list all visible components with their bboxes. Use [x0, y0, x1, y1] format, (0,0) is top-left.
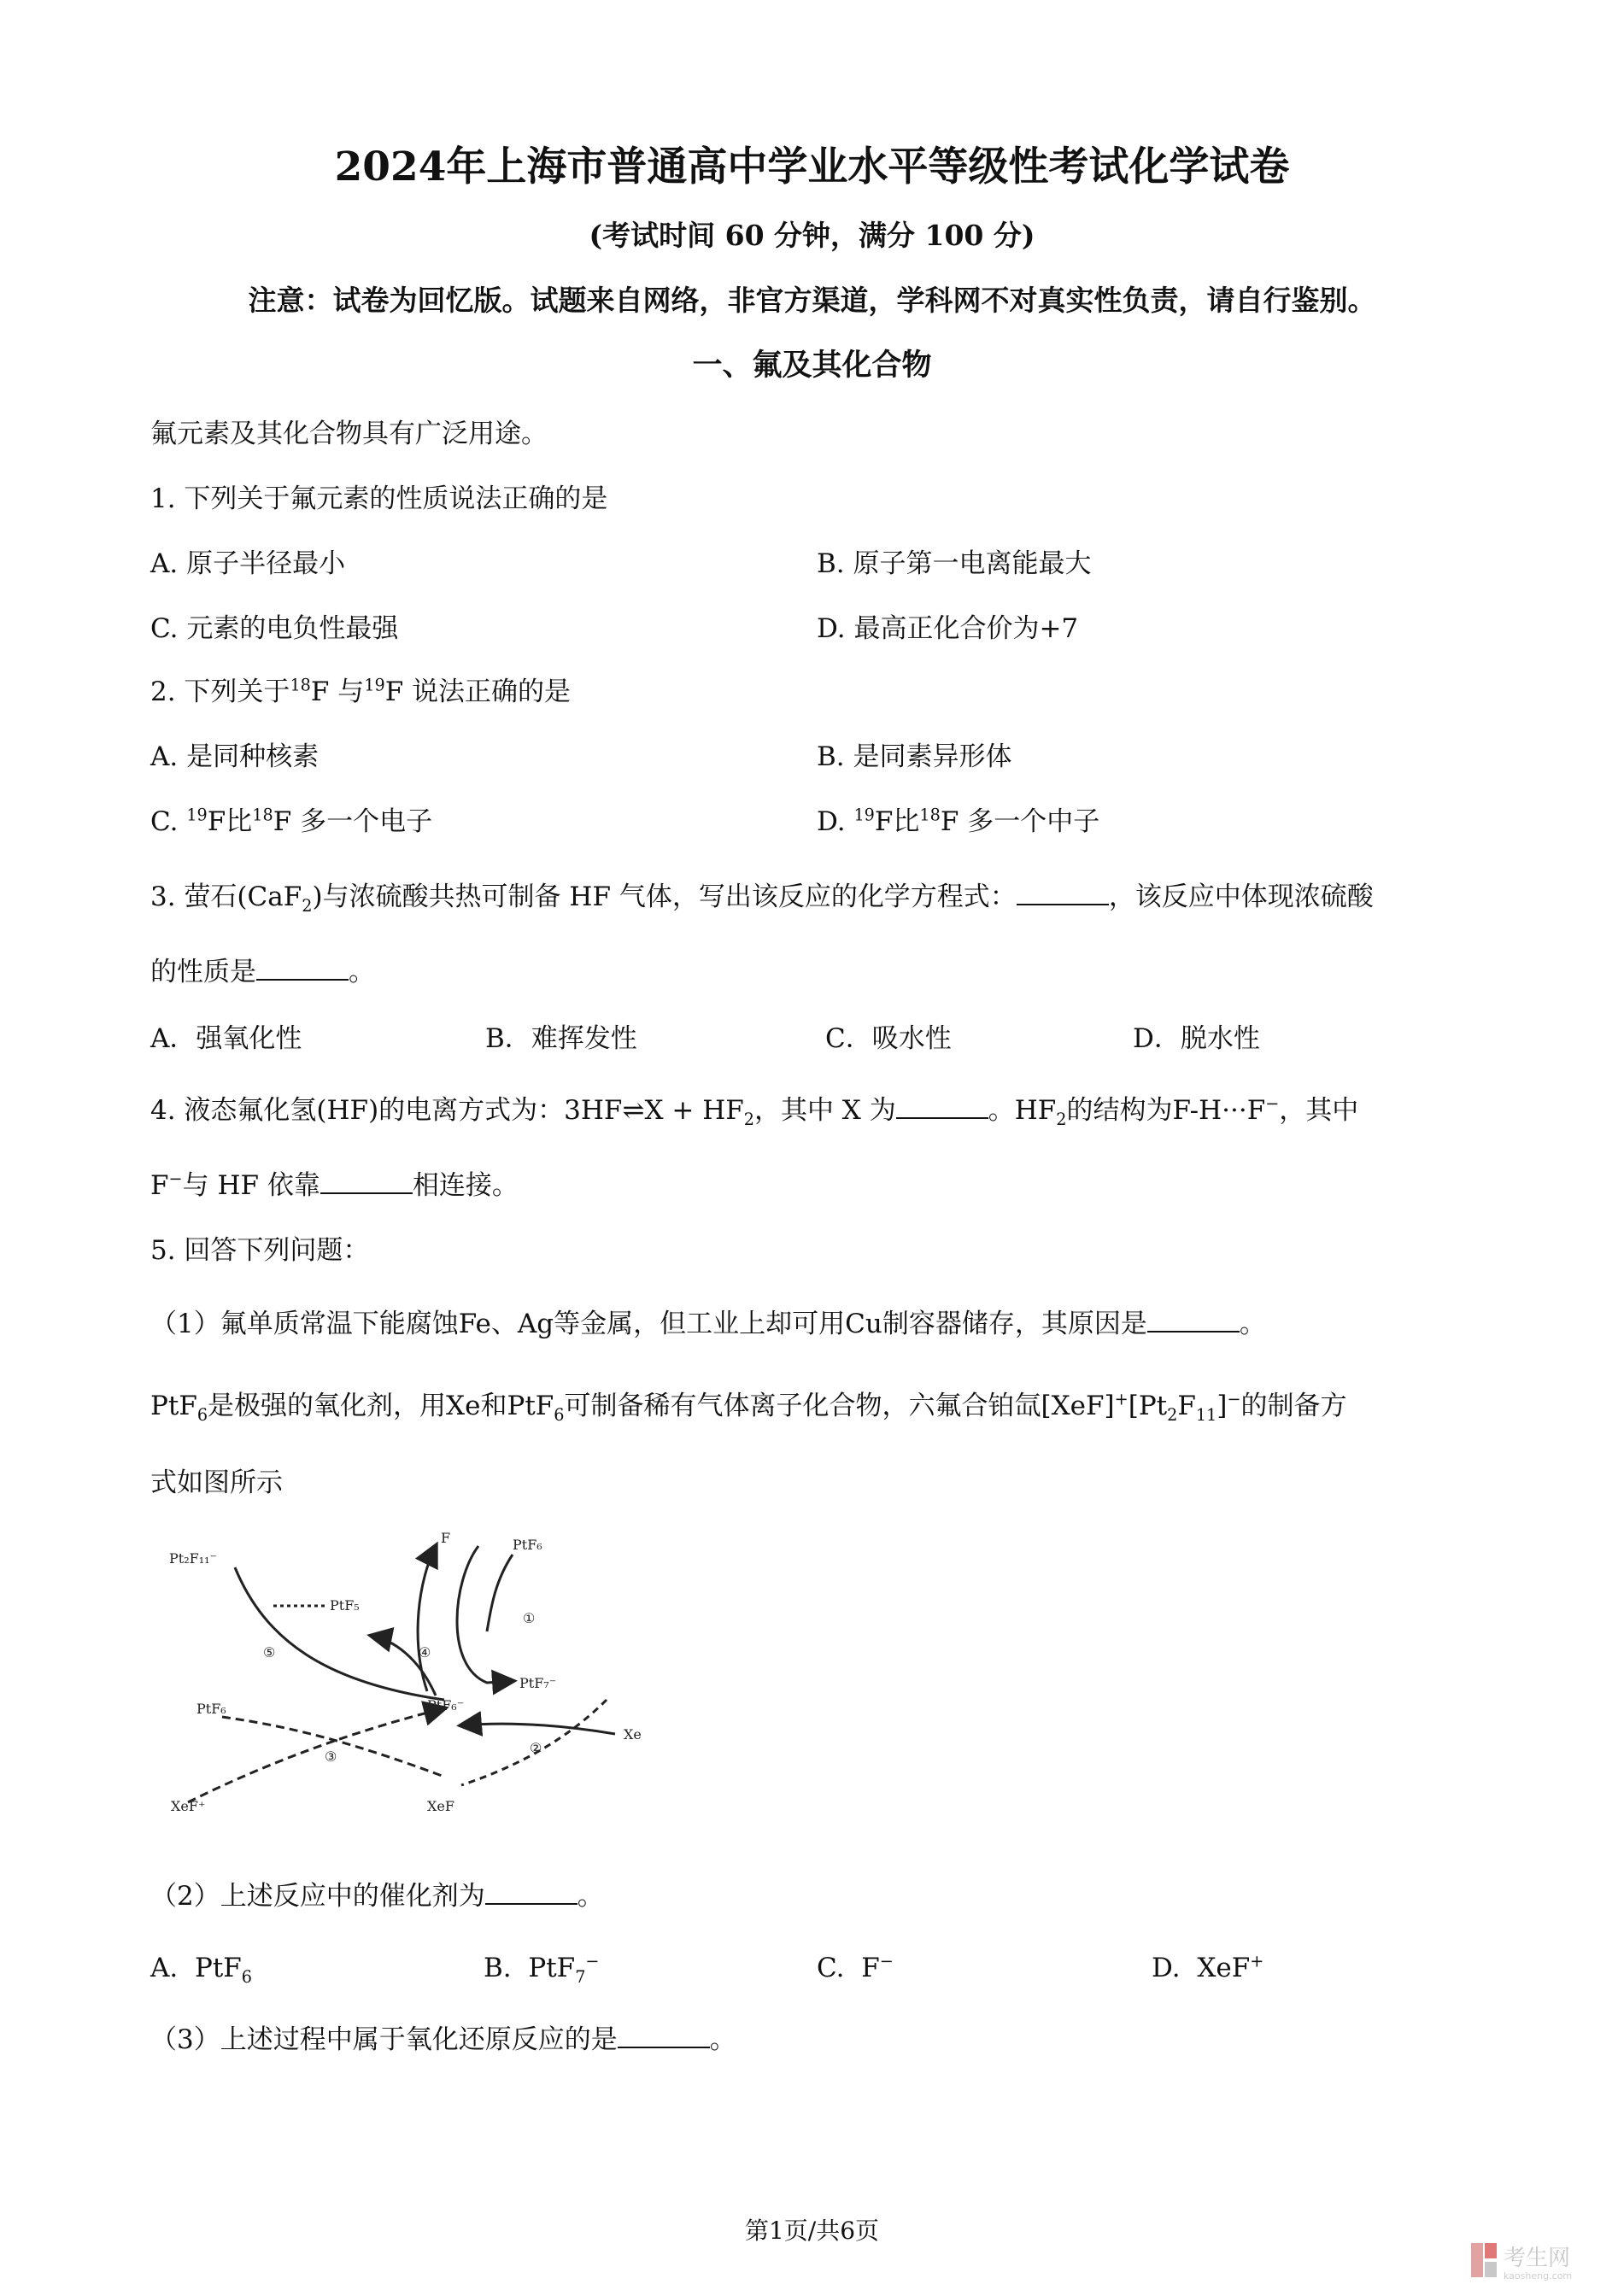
q5-p2-option-c-label: C.	[817, 1953, 845, 1983]
q5-pt2f11-sub1: 2	[1167, 1405, 1178, 1426]
step-number-5: ⑤	[263, 1644, 276, 1660]
arrow-step2-a	[461, 1724, 615, 1734]
q5-p2-option-c-formula: F	[861, 1953, 880, 1983]
site-logo-url: kaosheng.com	[1504, 2270, 1573, 2281]
q5-intro-d: 可制备稀有气体离子化合物，六氟合铂氙	[564, 1391, 1041, 1421]
q2-option-c-suffix: 多一个电子	[300, 806, 433, 837]
q2-stem	[150, 675, 571, 709]
q3-text-c: ，该反应中体现浓硫酸	[1108, 882, 1374, 912]
q5-part1	[150, 1307, 1266, 1341]
q4-line1	[150, 1093, 1358, 1128]
q2-option-d-suffix: 多一个中子	[967, 806, 1100, 837]
q2-iso19-symbol: F	[384, 676, 404, 707]
q3-option-d: D．脱水性	[1133, 1023, 1260, 1054]
q2-option-d-iso19-mass: 19	[853, 805, 875, 825]
q4-fluoride-sup: −	[168, 1168, 183, 1189]
q1-stem: 1. 下列关于氟元素的性质说法正确的是	[150, 483, 608, 514]
q4-text-c: 。	[988, 1095, 1015, 1126]
q5-p2-option-b-sub: 7	[575, 1967, 586, 1988]
site-logo	[1469, 2238, 1615, 2282]
q4-answer-blank-1[interactable]	[896, 1095, 988, 1119]
q4-text-a: 4. 液态氟化氢(HF)的电离方式为：	[150, 1095, 565, 1126]
arrow-step3-b	[188, 1708, 444, 1802]
q3-formula-sub: 2	[302, 896, 313, 917]
intro-text: 氟元素及其化合物具有广泛用途。	[150, 419, 548, 449]
q2-iso18-mass: 18	[290, 675, 311, 695]
q1-option-c: C. 元素的电负性最强	[150, 613, 399, 644]
q5-p2-option-d-formula: XeF	[1197, 1953, 1251, 1983]
q2-option-a: A. 是同种核素	[150, 741, 320, 772]
q2-iso19-mass: 19	[364, 675, 385, 695]
q4-line2-text-a: 与 HF 依靠	[182, 1170, 320, 1201]
step-number-4: ④	[419, 1644, 431, 1660]
q2-option-c-iso18-symbol: F	[273, 806, 292, 837]
q2-option-c-iso19-symbol: F	[207, 806, 226, 837]
q5-ptf6-b: PtF	[507, 1391, 554, 1421]
q3-answer-blank-2[interactable]	[256, 957, 349, 981]
q3-option-c: C．吸水性	[825, 1023, 952, 1054]
label-f: F	[441, 1530, 451, 1546]
q1-option-a: A. 原子半径最小	[150, 548, 346, 579]
q5-p2-option-a	[150, 1951, 253, 1988]
q5-ptf6-a-sub: 6	[196, 1405, 208, 1426]
q1-option-b: B. 原子第一电离能最大	[817, 548, 1092, 579]
q2-option-c	[150, 805, 432, 839]
q5-p2-option-b-label: B.	[484, 1953, 512, 1983]
q4-eq-right: X + HF	[644, 1095, 744, 1126]
q4-eq-left: 3HF	[564, 1095, 623, 1126]
q4-structure: F-H···F	[1172, 1095, 1266, 1126]
q5-p2-text: （2）上述反应中的催化剂为	[150, 1881, 485, 1912]
label-ptf7: PtF₇⁻	[519, 1675, 557, 1691]
q5-p1-cu: Cu	[845, 1309, 882, 1339]
q5-p3-answer-blank[interactable]	[618, 2024, 710, 2048]
q4-structure-sup: −	[1265, 1093, 1280, 1114]
q5-stem: 5. 回答下列问题：	[150, 1235, 370, 1266]
q3-line2-text: 的性质是	[150, 957, 256, 987]
label-ptf5: PtF₅	[330, 1597, 360, 1614]
q4-hf2-sub: 2	[1056, 1110, 1067, 1130]
q3-formula: CaF	[247, 882, 302, 912]
q5-part2	[150, 1879, 604, 1913]
q4-text-e: ，其中	[1279, 1095, 1359, 1126]
label-xe: Xe	[624, 1726, 642, 1742]
q3-option-b: B．难挥发性	[485, 1023, 637, 1054]
q5-p2-option-d-label: D.	[1152, 1953, 1181, 1983]
exam-info: (考试时间 60 分钟，满分 100 分)	[589, 219, 1035, 252]
q5-p1-text-c: 制容器储存，其原因是	[882, 1309, 1147, 1339]
q2-stem-b: 与	[337, 676, 365, 707]
label-ptf6-left: PtF₆	[196, 1701, 226, 1717]
q5-p3-end: 。	[709, 2024, 736, 2055]
q4-eq-arrow: ⇌	[622, 1095, 645, 1126]
q5-pt2f11-close: ]	[1217, 1391, 1228, 1421]
q4-answer-blank-2[interactable]	[320, 1170, 413, 1194]
q4-line2	[150, 1168, 519, 1203]
q2-option-d-iso18-symbol: F	[940, 806, 959, 837]
label-ptf6-minus: PtF₆⁻	[427, 1697, 465, 1713]
q5-intro-c: 和	[480, 1391, 507, 1421]
q3-text-b: )与浓硫酸共热可制备 HF 气体，写出该反应的化学方程式：	[312, 882, 1017, 912]
arrow-step3-a	[222, 1717, 444, 1777]
q2-option-d-mid: 比	[893, 806, 920, 837]
q2-option-c-mid: 比	[226, 806, 253, 837]
q5-p1-end: 。	[1239, 1309, 1266, 1339]
q3-line2-end: 。	[349, 957, 375, 987]
q5-p1-metals: Fe、Ag	[458, 1309, 554, 1339]
q5-p2-option-c	[817, 1951, 894, 1985]
q5-xe: Xe	[446, 1391, 481, 1421]
q5-p3-text: （3）上述过程中属于氧化还原反应的是	[150, 2024, 618, 2055]
q5-p2-end: 。	[577, 1881, 604, 1912]
q2-option-d-label: D.	[817, 806, 846, 837]
arrow-step1-b	[487, 1555, 513, 1631]
q3-line2	[150, 955, 375, 989]
q5-pt2f11-open: [Pt	[1128, 1391, 1168, 1421]
q5-intro-b: 是极强的氧化剂，用	[208, 1391, 447, 1421]
q2-option-d-iso18-mass: 18	[919, 805, 941, 825]
q3-answer-blank-1[interactable]	[1017, 882, 1109, 905]
q3-text-a: 3. 萤石(	[150, 882, 248, 912]
q2-option-d	[817, 805, 1099, 839]
arrow-step4-f	[418, 1546, 436, 1691]
label-pt2f11: Pt₂F₁₁⁻	[169, 1550, 217, 1567]
q5-ptf6-a: PtF	[150, 1391, 197, 1421]
site-logo-icon	[1469, 2238, 1615, 2282]
q4-fluoride: F	[150, 1170, 169, 1201]
q4-hf2: HF	[1014, 1095, 1057, 1126]
q5-p2-option-b-formula: PtF	[528, 1953, 576, 1983]
q4-eq-right-sub: 2	[743, 1110, 754, 1130]
q5-p1-text-a: （1）氟单质常温下能腐蚀	[150, 1309, 459, 1339]
q3-line1	[150, 880, 1374, 917]
q2-option-b: B. 是同素异形体	[817, 741, 1012, 772]
q5-p2-option-b	[484, 1951, 600, 1988]
reaction-cycle-diagram	[154, 1529, 683, 1819]
q5-intro-e: 的制备方	[1240, 1391, 1347, 1421]
q2-iso18-symbol: F	[310, 676, 330, 707]
q5-p1-text-b: 等金属，但工业上却可用	[554, 1309, 846, 1339]
q5-p1-answer-blank[interactable]	[1147, 1309, 1240, 1332]
q5-part3	[150, 2023, 736, 2057]
q5-pt2f11-f: F	[1177, 1391, 1196, 1421]
q2-stem-a: 2. 下列关于	[150, 676, 290, 707]
step-number-1: ①	[523, 1610, 536, 1626]
section-heading: 一、氟及其化合物	[692, 348, 932, 383]
q5-p2-option-c-sup: −	[879, 1951, 894, 1971]
label-xef: XeF	[427, 1798, 454, 1814]
q2-stem-c: 说法正确的是	[412, 676, 572, 707]
q5-p2-option-a-label: A.	[150, 1953, 179, 1983]
site-logo-text: 考生网	[1504, 2246, 1571, 2271]
q5-pt2f11-sub2: 11	[1195, 1405, 1217, 1426]
q2-option-d-iso19-symbol: F	[874, 806, 894, 837]
q5-xef-bracket: [XeF]	[1041, 1391, 1115, 1421]
q2-option-c-iso18-mass: 18	[252, 805, 273, 825]
arrow-step5	[235, 1567, 444, 1700]
label-xef-plus: XeF⁺	[171, 1798, 206, 1814]
q4-text-b: ，其中 X 为	[753, 1095, 896, 1126]
q3-option-a: A．强氧化性	[150, 1023, 302, 1054]
q5-p2-option-b-sup: −	[585, 1951, 600, 1971]
q5-p2-option-a-formula: PtF	[194, 1953, 242, 1983]
q5-xef-sup: +	[1114, 1389, 1129, 1409]
q5-p2-option-a-sub: 6	[241, 1967, 253, 1988]
q5-ptf6-b-sub: 6	[554, 1405, 565, 1426]
q5-p2-answer-blank[interactable]	[485, 1881, 577, 1905]
q4-line2-text-b: 相连接。	[412, 1170, 519, 1201]
q1-option-d: D. 最高正化合价为+7	[817, 613, 1079, 644]
page-footer: 第1页/共6页	[744, 2217, 880, 2245]
q5-p2-option-d-sup: +	[1250, 1951, 1264, 1971]
q2-option-c-iso19-mass: 19	[186, 805, 208, 825]
q2-option-c-label: C.	[150, 806, 179, 837]
q4-text-d: 的结构为	[1066, 1095, 1173, 1126]
q5-pt2f11-sup: −	[1227, 1389, 1241, 1409]
q5-intro-line2: 式如图所示	[150, 1467, 283, 1498]
step-number-3: ③	[325, 1748, 337, 1765]
q5-ptf6-intro	[150, 1389, 1347, 1426]
exam-title: 2024年上海市普通高中学业水平等级性考试化学试卷	[334, 144, 1290, 190]
exam-notice: 注意：试卷为回忆版。试题来自网络，非官方渠道，学科网不对真实性负责，请自行鉴别。	[248, 284, 1376, 317]
q5-p2-option-d	[1152, 1951, 1263, 1985]
step-number-2: ②	[530, 1740, 542, 1756]
label-ptf6-top: PtF₆	[513, 1537, 542, 1553]
